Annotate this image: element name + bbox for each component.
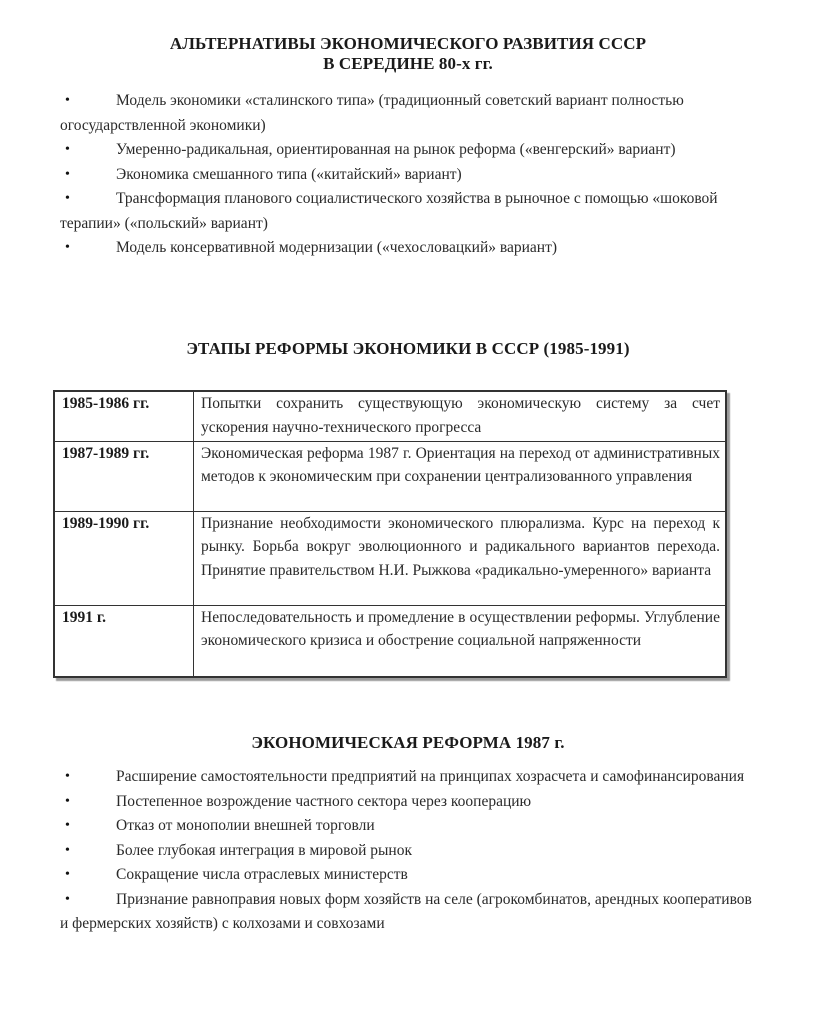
- bullet-icon: •: [65, 891, 70, 907]
- list-item: [60, 888, 760, 937]
- list-item-text: Модель экономики «сталинского типа» (традиционный советский вариант полностью огосударствленной экономики): [60, 92, 684, 134]
- list-item-text: Трансформация планового социалистического хозяйства в рыночное с помощью «шоковой терапии» («польский» вариант): [60, 190, 718, 232]
- period-cell: 1991 г.: [54, 605, 194, 677]
- list-item: [60, 138, 760, 163]
- description-cell: Экономическая реформа 1987 г. Ориентация на переход от административных методов к экономическим при сохранении централизованного управления: [194, 441, 727, 511]
- list-item: [60, 839, 760, 864]
- list-item-text: Экономика смешанного типа («китайский» вариант): [116, 165, 462, 183]
- reform-stages-table: [53, 390, 727, 678]
- bullet-icon: •: [65, 191, 70, 206]
- list-item-text: Модель консервативной модернизации («чехословацкий» вариант): [116, 239, 558, 256]
- section1-title: [0, 34, 816, 74]
- list-item: [60, 187, 760, 236]
- bullet-icon: •: [65, 240, 70, 255]
- reform-measures-list: [60, 765, 760, 937]
- period-cell: 1989-1990 гг.: [54, 511, 194, 605]
- period-cell: 1987-1989 гг.: [54, 441, 194, 511]
- table-row: [54, 511, 726, 605]
- description-cell: Признание необходимости экономического плюрализма. Курс на переход к рынку. Борьба вокруг эволюционного и радикального вариантов перехода. Принятие правительством Н.И. Рыжкова «радикально-умеренного» варианта: [194, 511, 727, 605]
- description-cell: Непоследовательность и промедление в осуществлении реформы. Углубление экономического кризиса и обострение социальной напряженности: [194, 605, 727, 677]
- list-item: [60, 163, 760, 188]
- list-item-text: Признание равноправия новых форм хозяйств на селе (агрокомбинатов, арендных кооперативов и фермерских хозяйств) с колхозами и совхозами: [60, 890, 752, 932]
- list-item: [60, 236, 760, 261]
- list-item-text: Расширение самостоятельности предприятий на принципах хозрасчета и самофинансирования: [116, 768, 745, 785]
- list-item-text: Более глубокая интеграция в мировой рынок: [116, 841, 412, 859]
- bullet-icon: •: [65, 793, 70, 809]
- bullet-icon: •: [65, 166, 70, 182]
- section1-title-line2: В СЕРЕДИНЕ 80-х гг.: [323, 54, 493, 73]
- table-row: [54, 391, 726, 441]
- section3-title: ЭКОНОМИЧЕСКАЯ РЕФОРМА 1987 г.: [251, 733, 565, 752]
- section1-title-line1: АЛЬТЕРНАТИВЫ ЭКОНОМИЧЕСКОГО РАЗВИТИЯ СССР: [169, 34, 647, 53]
- list-item-text: Постепенное возрождение частного сектора через кооперацию: [116, 792, 532, 810]
- table-row: [54, 441, 726, 511]
- table-row: [54, 605, 726, 677]
- description-cell: Попытки сохранить существующую экономическую систему за счет ускорения научно-технического прогресса: [194, 391, 727, 441]
- section2-title: ЭТАПЫ РЕФОРМЫ ЭКОНОМИКИ В СССР (1985-1991): [186, 339, 630, 358]
- bullet-icon: •: [65, 769, 70, 784]
- list-item-text: Умеренно-радикальная, ориентированная на рынок реформа («венгерский» вариант): [116, 141, 676, 158]
- alternatives-list: [60, 89, 760, 261]
- list-item: [60, 863, 760, 888]
- bullet-icon: •: [65, 818, 70, 833]
- period-cell: 1985-1986 гг.: [54, 391, 194, 441]
- bullet-icon: •: [65, 867, 70, 882]
- list-item: [60, 790, 760, 815]
- list-item-text: Сокращение числа отраслевых министерств: [116, 866, 408, 883]
- bullet-icon: •: [65, 142, 70, 157]
- list-item-text: Отказ от монополии внешней торговли: [116, 817, 375, 834]
- list-item: [60, 765, 760, 790]
- bullet-icon: •: [65, 842, 70, 858]
- bullet-icon: •: [65, 93, 70, 108]
- list-item: [60, 814, 760, 839]
- list-item: [60, 89, 760, 138]
